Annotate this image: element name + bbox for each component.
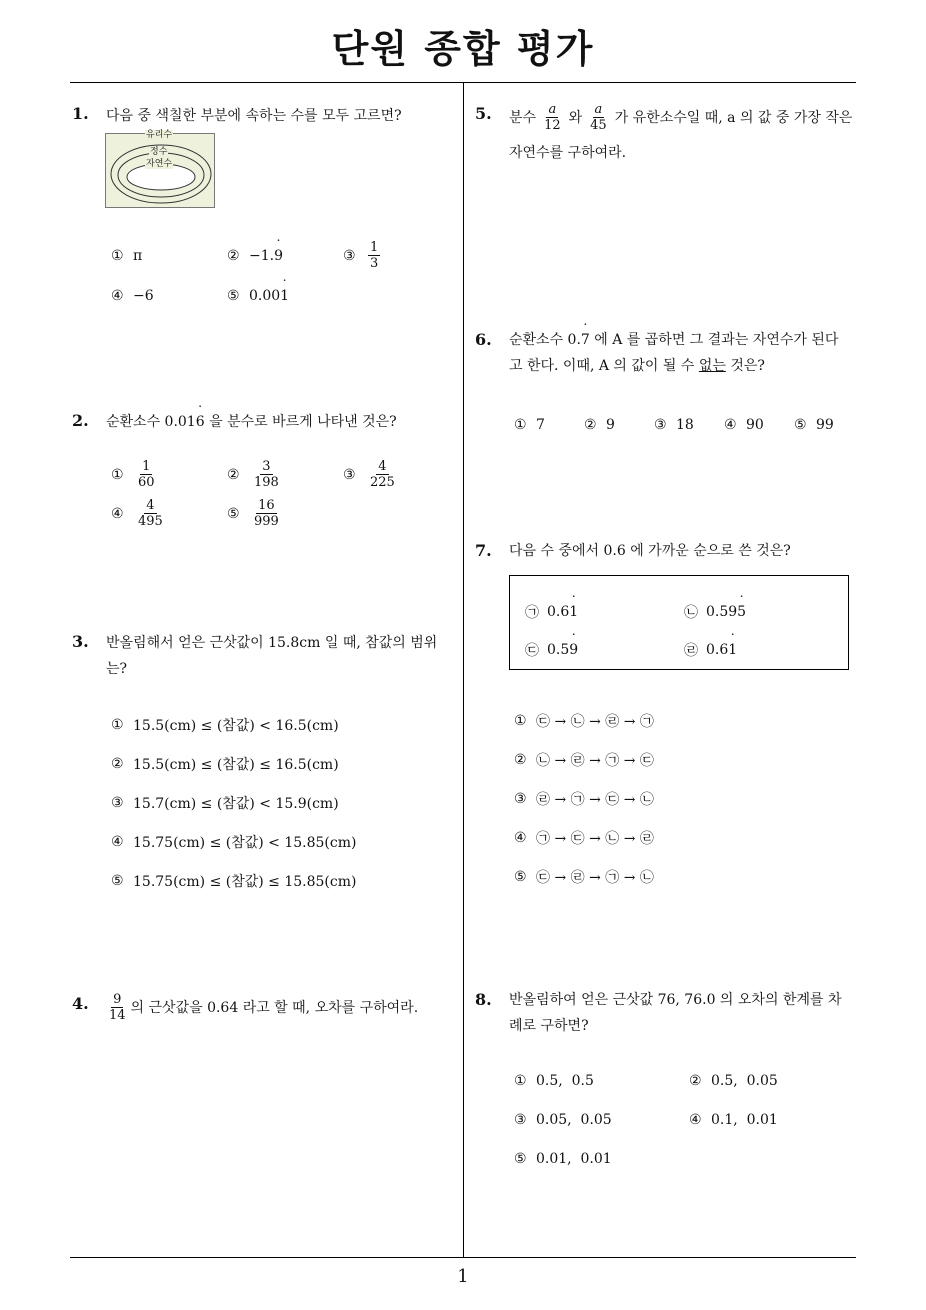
option-text: 0.01, 0.01 <box>536 1151 612 1167</box>
q2-option-1[interactable] <box>111 459 160 490</box>
q7-option-1[interactable] <box>514 711 654 731</box>
repeat-dot-digit: 9 ˙ <box>569 642 578 658</box>
option-mark: ③ <box>514 1112 527 1128</box>
option-mark: ① <box>514 1073 527 1089</box>
repeat-dot-digit: 7 ˙ <box>581 327 590 353</box>
option-mark: ⑤ <box>227 288 240 304</box>
question-8-text-line2: 례로 구하면? <box>509 1018 589 1034</box>
venn-label-outer: 유리수 <box>146 130 173 140</box>
q2-option-4[interactable] <box>111 498 168 529</box>
option-mark: ① <box>111 717 124 733</box>
box-item-text: 0.6 <box>547 604 570 620</box>
numerator: 4 <box>146 498 155 513</box>
option-mark: ③ <box>343 247 356 264</box>
option-mark: ③ <box>654 417 667 433</box>
q2-option-2[interactable] <box>227 459 284 490</box>
option-text: ㉡ → ㉣ → ㉠ → ㉢ <box>536 753 654 769</box>
option-mark: ④ <box>689 1112 702 1128</box>
venn-label-middle: 정수 <box>150 147 168 157</box>
option-mark: ⑤ <box>227 505 240 522</box>
question-6-text-line2 <box>509 353 765 379</box>
option-mark: ④ <box>514 830 527 846</box>
numerator: 16 <box>258 498 275 513</box>
q2-option-5[interactable] <box>227 498 284 529</box>
option-mark: ④ <box>111 834 124 850</box>
box-item-a <box>525 602 578 622</box>
box-item-text: 0.6 <box>706 642 729 658</box>
question-6-number: 6. <box>475 330 492 349</box>
fraction <box>136 498 165 529</box>
option-mark: ② <box>227 248 240 264</box>
option-text: π <box>133 248 143 264</box>
fraction <box>368 240 380 271</box>
option-text: ㉢ → ㉣ → ㉠ → ㉡ <box>536 870 654 886</box>
venn-diagram <box>105 130 215 208</box>
denominator: 45 <box>590 118 607 133</box>
venn-diagram-lines <box>106 134 216 209</box>
box-item-mark: ㉣ <box>684 643 698 659</box>
question-4-text-body: 의 근삿값을 0.64 라고 할 때, 오차를 구하여라. <box>130 999 419 1016</box>
denominator: 495 <box>138 514 163 529</box>
box-item-b <box>684 602 746 622</box>
question-5-text-a: 분수 <box>509 109 537 126</box>
fraction <box>252 498 281 529</box>
fraction <box>368 459 397 490</box>
option-mark: ① <box>111 466 124 483</box>
option-text: ㉢ → ㉡ → ㉣ → ㉠ <box>536 714 654 730</box>
option-text: 15.5(cm) ≤ (참값) ≤ 16.5(cm) <box>133 757 339 773</box>
option-text: −1. <box>249 248 275 264</box>
numerator: 1 <box>142 459 151 474</box>
question-8-text-line1: 반올림하여 얻은 근삿값 76, 76.0 의 오차의 한계를 차 <box>509 992 842 1008</box>
option-mark: ⑤ <box>111 873 124 889</box>
question-2-text-post: 을 분수로 바르게 나타낸 것은? <box>204 414 397 430</box>
q8-option-3[interactable] <box>514 1112 612 1128</box>
option-text: 0.1, 0.01 <box>711 1112 778 1128</box>
fraction <box>107 992 128 1023</box>
option-mark: ④ <box>111 288 124 304</box>
repeat-dot-digit: 1 ˙ <box>728 642 737 658</box>
box-item-mark: ㉢ <box>525 643 539 659</box>
option-mark: ④ <box>111 505 124 522</box>
option-mark: ⑤ <box>514 869 527 885</box>
q7-option-2[interactable] <box>514 750 654 770</box>
column-divider <box>463 83 464 1257</box>
option-mark: ① <box>514 713 527 729</box>
option-text: 0.05, 0.05 <box>536 1112 612 1128</box>
q1-option-2[interactable] <box>227 248 283 264</box>
question-8-number: 8. <box>475 990 492 1009</box>
underlined-word: 없는 <box>698 358 726 374</box>
q3-option-1[interactable] <box>111 715 339 735</box>
box-item-d <box>684 640 737 660</box>
question-4-text <box>104 992 418 1023</box>
question-3-text-line2: 는? <box>106 661 128 677</box>
option-mark: ② <box>514 752 527 768</box>
option-text: 7 <box>536 417 545 433</box>
denominator: 999 <box>254 514 279 529</box>
box-item-c <box>525 640 578 660</box>
denominator: 60 <box>138 475 155 490</box>
q1-option-3[interactable] <box>343 240 383 271</box>
numerator: a <box>548 102 557 117</box>
question-6-line2-pre: 고 한다. 이때, A 의 값이 될 수 <box>509 358 699 374</box>
option-text: ㉠ → ㉢ → ㉡ → ㉣ <box>536 831 654 847</box>
repeat-dot-digit: 1 ˙ <box>569 604 578 620</box>
option-text: 0.5, 0.5 <box>536 1073 594 1089</box>
q7-option-5[interactable] <box>514 867 654 887</box>
option-text: 15.5(cm) ≤ (참값) < 16.5(cm) <box>133 718 339 734</box>
option-text: ㉣ → ㉠ → ㉢ → ㉡ <box>536 792 654 808</box>
repeat-dot-digit: 9 ˙ <box>274 248 283 264</box>
q6-option-2[interactable] <box>584 417 615 433</box>
q3-option-5[interactable] <box>111 871 356 891</box>
option-text: −6 <box>133 288 154 304</box>
option-text: 9 <box>606 417 615 433</box>
numerator: 4 <box>378 459 387 474</box>
option-mark: ② <box>689 1073 702 1089</box>
q1-option-4[interactable] <box>111 288 154 304</box>
option-mark: ② <box>584 417 597 433</box>
question-4-number: 4. <box>72 994 89 1013</box>
q8-option-1[interactable] <box>514 1073 594 1089</box>
numerator: 9 <box>113 992 122 1007</box>
denominator: 14 <box>109 1008 126 1023</box>
option-mark: ② <box>111 756 124 772</box>
box-item-mark: ㉠ <box>525 605 539 621</box>
question-5-text-c: 가 유한소수일 때, a 의 값 중 가장 작은 <box>614 109 853 126</box>
question-1-number: 1. <box>72 104 89 123</box>
question-5-number: 5. <box>475 104 492 123</box>
venn-label-inner: 자연수 <box>146 159 173 169</box>
question-2-text <box>106 409 397 435</box>
q6-option-4[interactable] <box>724 417 764 433</box>
question-3-text-line1: 반올림해서 얻은 근삿값이 15.8cm 일 때, 참값의 범위 <box>106 635 438 651</box>
fraction <box>136 459 157 490</box>
question-6-text-line1 <box>509 327 838 353</box>
question-5-text-line1 <box>509 102 852 133</box>
q2-option-3[interactable] <box>343 459 400 490</box>
option-mark: ④ <box>724 417 737 433</box>
q6-option-3[interactable] <box>654 417 694 433</box>
fraction <box>252 459 281 490</box>
option-mark: ③ <box>514 791 527 807</box>
option-text: 15.75(cm) ≤ (참값) < 15.85(cm) <box>133 835 357 851</box>
q3-option-2[interactable] <box>111 754 339 774</box>
question-2-number: 2. <box>72 411 89 430</box>
denominator: 198 <box>254 475 279 490</box>
repeat-dot-digit: 1 ˙ <box>280 288 289 304</box>
option-mark: ③ <box>343 466 356 483</box>
box-item-mark: ㉡ <box>684 605 698 621</box>
denominator: 12 <box>544 118 561 133</box>
question-5-text-b: 와 <box>568 109 583 126</box>
repeat-dot-digit: 6 ˙ <box>196 409 205 435</box>
option-mark: ⑤ <box>794 417 807 433</box>
question-6-text-post: 에 A 를 곱하면 그 결과는 자연수가 된다 <box>589 332 839 348</box>
option-text: 15.75(cm) ≤ (참값) ≤ 15.85(cm) <box>133 874 357 890</box>
q7-option-4[interactable] <box>514 828 654 848</box>
q7-option-3[interactable] <box>514 789 654 809</box>
q3-option-3[interactable] <box>111 793 339 813</box>
option-mark: ① <box>111 248 124 264</box>
option-mark: ① <box>514 417 527 433</box>
question-2-text-pre: 순환소수 0.01 <box>106 414 196 430</box>
option-text: 0.5, 0.05 <box>711 1073 778 1089</box>
question-3-number: 3. <box>72 632 89 651</box>
question-1-text: 다음 중 색칠한 부분에 속하는 수를 모두 고르면? <box>106 108 402 124</box>
question-6-text-pre: 순환소수 0. <box>509 332 581 348</box>
page-title: 단원 종합 평가 <box>331 27 595 71</box>
box-item-text: 0.5 <box>547 642 570 658</box>
repeat-dot-digit: 5 ˙ <box>737 604 746 620</box>
fraction <box>542 102 563 133</box>
page-number: 1 <box>457 1266 469 1287</box>
option-text: 90 <box>746 417 764 433</box>
option-text: 15.7(cm) ≤ (참값) < 15.9(cm) <box>133 796 339 812</box>
denominator: 3 <box>370 256 379 271</box>
option-text: 99 <box>816 417 834 433</box>
option-mark: ③ <box>111 795 124 811</box>
q6-option-1[interactable] <box>514 417 545 433</box>
option-mark: ⑤ <box>514 1151 527 1167</box>
option-text: 18 <box>676 417 694 433</box>
q8-option-5[interactable] <box>514 1151 612 1167</box>
numerator: 1 <box>370 240 379 255</box>
question-7-text: 다음 수 중에서 0.6 에 가까운 순으로 쓴 것은? <box>509 543 791 559</box>
option-mark: ② <box>227 466 240 483</box>
q8-option-2[interactable] <box>689 1073 778 1089</box>
question-7-number: 7. <box>475 541 492 560</box>
q8-option-4[interactable] <box>689 1112 778 1128</box>
q1-option-5[interactable] <box>227 288 289 304</box>
q1-option-1[interactable] <box>111 248 142 264</box>
numerator: 3 <box>262 459 271 474</box>
q6-option-5[interactable] <box>794 417 834 433</box>
numerator: a <box>594 102 603 117</box>
option-text: 0.00 <box>249 288 281 304</box>
bottom-divider <box>70 1257 856 1258</box>
question-5-text-line2: 자연수를 구하여라. <box>509 145 627 161</box>
box-item-text: 0.59 <box>706 604 738 620</box>
denominator: 225 <box>370 475 395 490</box>
question-6-line2-post: 것은? <box>725 358 765 374</box>
q3-option-4[interactable] <box>111 832 356 852</box>
fraction <box>588 102 609 133</box>
